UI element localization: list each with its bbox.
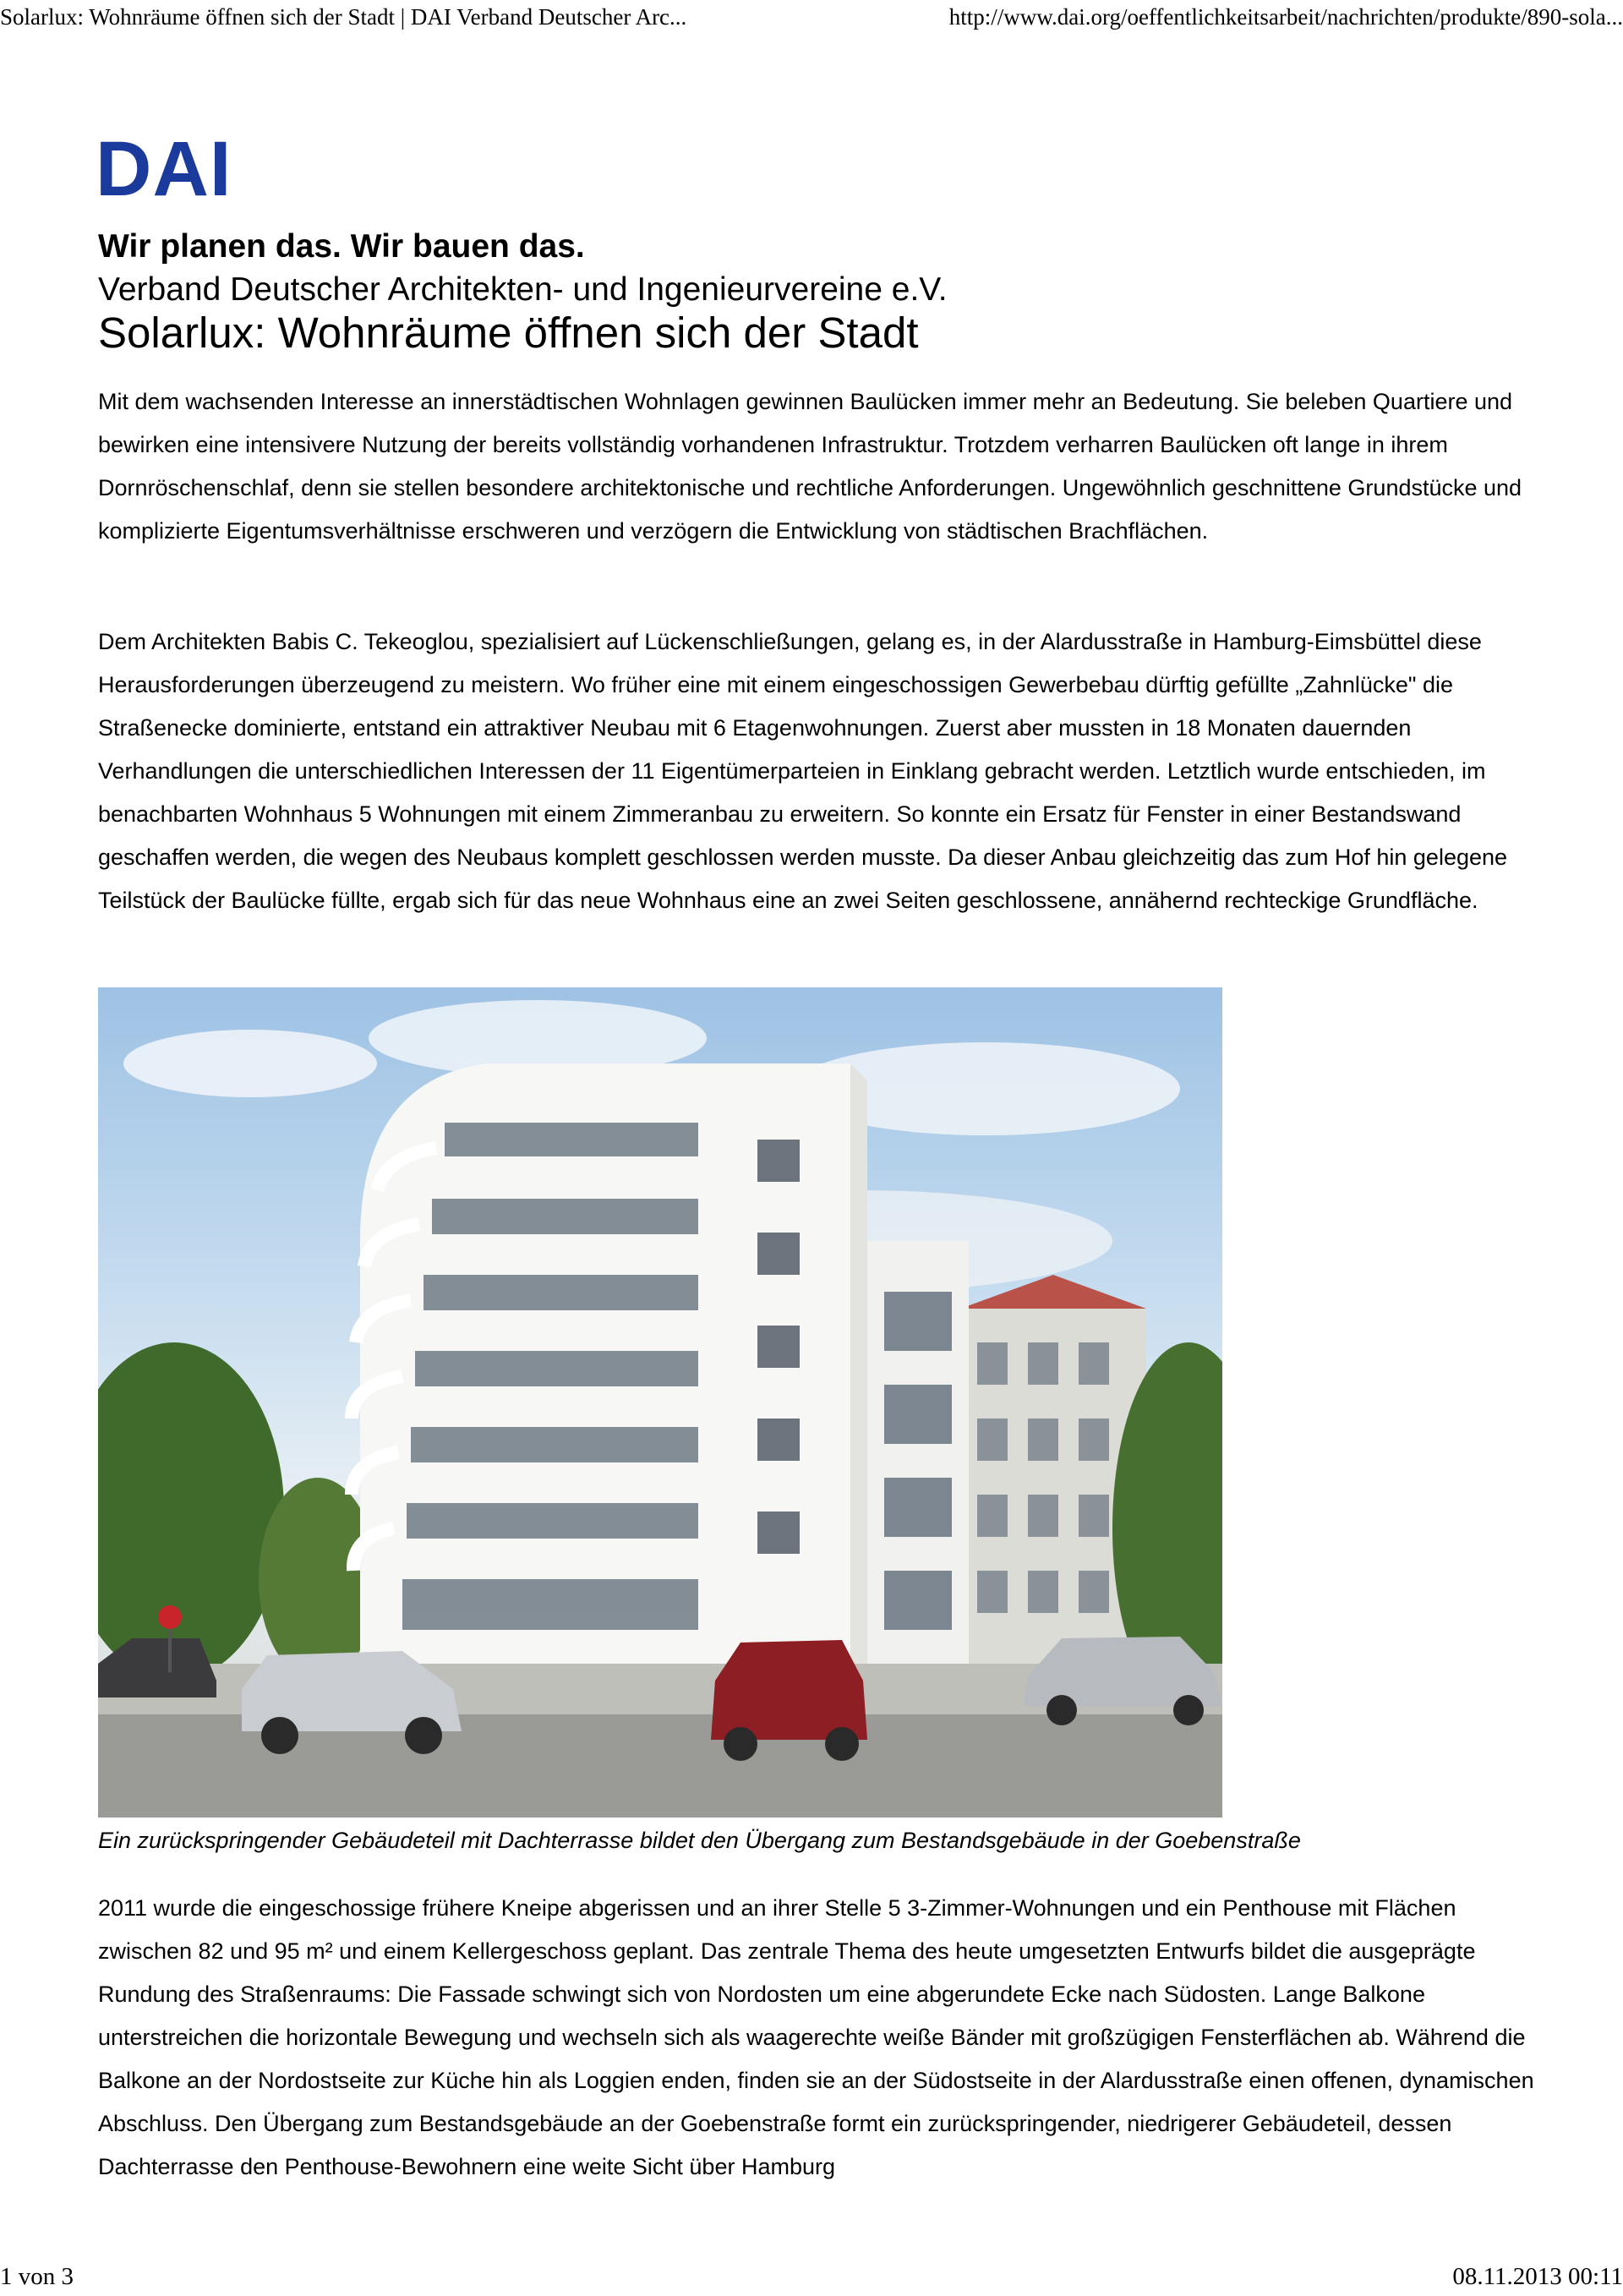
building-photo <box>98 987 1222 1818</box>
article-paragraph-1: Mit dem wachsenden Interesse an innerstädtischen Wohnlagen gewinnen Baulücken immer mehr an Bedeutung. Sie beleben Quartiere und bewirken eine intensivere Nutzung der bereits vollständig vorhandenen Infrastruktur. Trotzdem verharren Baulücken oft lange in ihrem Dornröschenschlaf, denn sie stellen besondere architektonische und rechtliche Anforderungen. Ungewöhnlich geschnittene Grundstücke und komplizierte Eigentumsverhältnisse erschweren und verzögern die Entwicklung von städtischen Brachflächen. <box>98 389 1522 544</box>
site-slogan: Wir planen das. Wir bauen das. <box>98 228 585 265</box>
article-title: Solarlux: Wohnräume öffnen sich der Stadt <box>98 309 919 357</box>
image-caption: Ein zurückspringender Gebäudeteil mit Dachterrasse bildet den Übergang zum Bestandsgebäude in der Goebenstraße <box>98 1828 1301 1853</box>
print-footer <box>0 2257 1623 2296</box>
article-paragraph-2: Dem Architekten Babis C. Tekeoglou, spezialisiert auf Lückenschließungen, gelang es, in der Alardusstraße in Hamburg-Eimsbüttel diese Herausforderungen überzeugend zu meistern. Wo früher eine mit einem eingeschossigen Gewerbebau dürftig gefüllte „Zahnlücke" die Straßenecke dominierte, entstand ein attraktiver Neubau mit 6 Etagenwohnungen. Zuerst aber mussten in 18 Monaten dauernden Verhandlungen die unterschiedlichen Interessen der 11 Eigentümerparteien in Einklang gebracht werden. Letztlich wurde entschieden, im benachbarten Wohnhaus 5 Wohnungen mit einem Zimmeranbau zu erweitern. So konnte ein Ersatz für Fenster in einer Bestandswand geschaffen werden, die wegen des Neubaus komplett geschlossen werden musste. Da dieser Anbau gleichzeitig das zum Hof hin gelegene Teilstück der Baulücke füllte, ergab sich für das neue Wohnhaus eine an zwei Seiten geschlossene, annähernd rechteckige Grundfläche. <box>98 629 1508 913</box>
print-header <box>0 0 1623 34</box>
dai-logo[interactable]: DAI <box>96 126 232 212</box>
page-number: 1 von 3 <box>0 2263 74 2290</box>
print-header-url: http://www.dai.org/oeffentlichkeitsarbeit/nachrichten/produkte/890-sola... <box>948 4 1623 30</box>
organization-name: Verband Deutscher Architekten- und Ingenieurvereine e.V. <box>98 271 948 308</box>
print-datetime: 08.11.2013 00:11 <box>1452 2263 1623 2290</box>
print-header-title: Solarlux: Wohnräume öffnen sich der Stadt | DAI Verband Deutscher Arc... <box>0 4 687 30</box>
article-paragraph-3: 2011 wurde die eingeschossige frühere Kneipe abgerissen und an ihrer Stelle 5 3-Zimmer-Wohnungen und ein Penthouse mit Flächen zwischen 82 und 95 m² und einem Kellergeschoss geplant. Das zentrale Thema des heute umgesetzten Entwurfs bildet die ausgeprägte Rundung des Straßenraums: Die Fassade schwingt sich von Nordosten um eine abgerundete Ecke nach Südosten. Lange Balkone unterstreichen die horizontale Bewegung und wechseln sich als waagerechte weiße Bänder mit großzügigen Fensterflächen ab. Während die Balkone an der Nordostseite zur Küche hin als Loggien enden, finden sie an der Südostseite in der Alardusstraße einen offenen, dynamischen Abschluss. Den Übergang zum Bestandsgebäude an der Goebenstraße formt ein zurückspringender, niedrigerer Gebäudeteil, dessen Dachterrasse den Penthouse-Bewohnern eine weite Sicht über Hamburg <box>98 1895 1534 2179</box>
